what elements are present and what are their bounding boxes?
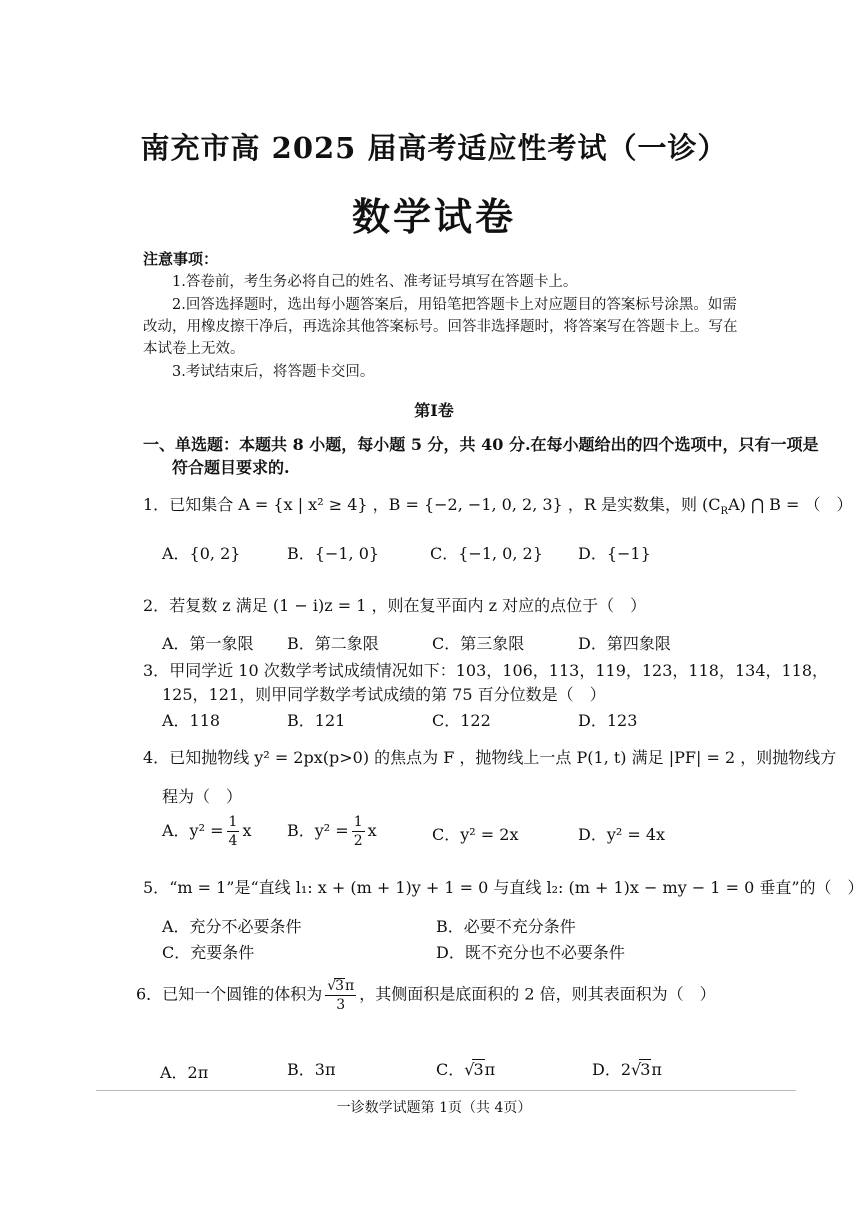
q4-option-d: D．y² = 4x xyxy=(578,825,666,844)
fraction-numerator: 1 xyxy=(228,814,238,830)
q1-option-c: C．{−1, 0, 2} xyxy=(430,544,543,563)
fraction xyxy=(352,815,365,848)
q2-option-c: C．第三象限 xyxy=(432,634,525,653)
option-prefix: D．2 xyxy=(592,1060,632,1079)
q2-option-a: A．第一象限 xyxy=(162,634,254,653)
q3-option-c: C．122 xyxy=(432,711,491,730)
sqrt-radicand: 3 xyxy=(335,978,345,994)
pi-symbol: π xyxy=(345,978,355,994)
fraction xyxy=(325,978,356,1012)
notice-item-3: 3.考试结束后，将答题卡交回。 xyxy=(172,364,375,380)
q1-option-d: D．{−1} xyxy=(578,544,651,563)
footer-divider xyxy=(96,1090,796,1091)
q5-option-d: D．既不充分也不必要条件 xyxy=(436,943,625,962)
question-6-text: 已知一个圆锥的体积为 xyxy=(162,984,323,1004)
q2-option-b: B．第二象限 xyxy=(287,634,379,653)
fraction xyxy=(227,815,240,848)
sqrt-radicand: 3 xyxy=(473,1060,484,1079)
question-6-text-end: ，其侧面积是底面积的 2 倍，则其表面积为（ ） xyxy=(359,984,716,1004)
question-number: 2． xyxy=(143,596,170,615)
question-4-text: 已知抛物线 y² = 2px(p>0) 的焦点为 F ，抛物线上一点 P(1, t) 满足 |PF| = 2 ，则抛物线方 xyxy=(169,748,837,767)
q1-option-a: A．{0, 2} xyxy=(162,544,241,563)
question-3-line-1 xyxy=(143,658,828,681)
question-3-line-2: 125，121，则甲同学数学考试成绩的第 75 百分位数是（ ） xyxy=(162,685,606,704)
exam-title: 南充市高 2025 届高考适应性考试（一诊） xyxy=(140,131,728,165)
q5-option-b: B．必要不充分条件 xyxy=(436,917,576,936)
option-prefix: C． xyxy=(436,1060,465,1079)
q6-option-c: C．√3π xyxy=(436,1060,496,1079)
q3-option-d: D．123 xyxy=(578,711,638,730)
q4-option-b xyxy=(287,815,377,848)
q3-option-b: B．121 xyxy=(287,711,346,730)
exam-subject-title: 数学试卷 xyxy=(351,194,516,239)
question-number: 5． xyxy=(143,878,170,897)
notice-item-2-line-2: 改动，用橡皮擦干净后，再选涂其他答案标号。回答非选择题时，将答案写在答题卡上。写在 xyxy=(143,319,738,335)
section-1-instructions-line-1: 一、单选题：本题共 8 小题，每小题 5 分，共 40 分.在每小题给出的四个选项中，只有一项是 xyxy=(143,435,819,454)
question-number: 4． xyxy=(143,748,170,767)
option-suffix: π xyxy=(651,1060,662,1079)
question-1-text-end: A) ⋂ B = （ ） xyxy=(728,495,853,514)
notice-item-1: 1.答卷前，考生务必将自己的姓名、准考证号填写在答题卡上。 xyxy=(172,274,578,290)
q6-option-a: A．2π xyxy=(160,1063,209,1082)
question-number: 1． xyxy=(143,495,170,514)
question-4-line-2: 程为（ ） xyxy=(162,787,243,806)
option-prefix: A．y² = xyxy=(162,821,224,840)
fraction-numerator: √3π xyxy=(327,978,355,994)
q6-option-d: D．2√3π xyxy=(592,1060,662,1079)
question-1-subscript: R xyxy=(720,506,729,518)
option-prefix: B．y² = xyxy=(287,821,349,840)
question-number: 6． xyxy=(136,984,163,1004)
fraction-denominator: 3 xyxy=(336,997,346,1013)
question-number: 3． xyxy=(143,661,170,680)
sqrt-radicand: 3 xyxy=(640,1060,651,1079)
question-2 xyxy=(143,593,646,616)
fraction-denominator: 4 xyxy=(228,833,238,849)
section-1-instructions-line-2: 符合题目要求的. xyxy=(172,458,290,477)
q6-option-b: B．3π xyxy=(287,1060,336,1079)
question-3-text: 甲同学近 10 次数学考试成绩情况如下：103，106，113，119，123，118，134，118， xyxy=(169,661,829,680)
notice-item-2-line-3: 本试卷上无效。 xyxy=(143,341,245,357)
notice-heading: 注意事项： xyxy=(143,250,219,268)
question-1-text: 已知集合 A = {x | x² ≥ 4} ，B = {−2, −1, 0, 2, 3} ，R 是实数集，则 (C xyxy=(169,495,721,514)
q4-option-c: C．y² = 2x xyxy=(432,825,519,844)
q2-option-d: D．第四象限 xyxy=(578,634,671,653)
fraction-numerator: 1 xyxy=(353,814,363,830)
option-suffix: π xyxy=(484,1060,496,1079)
q5-option-a: A．充分不必要条件 xyxy=(162,917,302,936)
question-6 xyxy=(136,978,716,1012)
page-footer: 一诊数学试题第 1页（共 4页） xyxy=(336,1100,532,1116)
notice-item-2-line-1: 2.回答选择题时，选出每小题答案后，用铅笔把答题卡上对应题目的答案标号涂黑。如需 xyxy=(172,297,737,313)
fraction-denominator: 2 xyxy=(353,833,363,849)
question-4-line-1 xyxy=(143,745,836,768)
question-5 xyxy=(143,875,864,898)
q1-option-b: B．{−1, 0} xyxy=(287,544,380,563)
volume-heading: 第Ⅰ卷 xyxy=(414,401,454,420)
q5-option-c: C．充要条件 xyxy=(162,943,255,962)
question-2-text: 若复数 z 满足 (1 − i)z = 1 ，则在复平面内 z 对应的点位于（ ） xyxy=(169,596,647,615)
q3-option-a: A．118 xyxy=(162,711,221,730)
q4-option-a xyxy=(162,815,251,848)
option-suffix: x xyxy=(242,821,252,840)
question-1 xyxy=(143,492,853,517)
question-5-text: “m = 1”是“直线 l₁: x + (m + 1)y + 1 = 0 与直线 l₂: (m + 1)x − my − 1 = 0 垂直”的（ ） xyxy=(169,878,864,897)
option-suffix: x xyxy=(367,821,377,840)
